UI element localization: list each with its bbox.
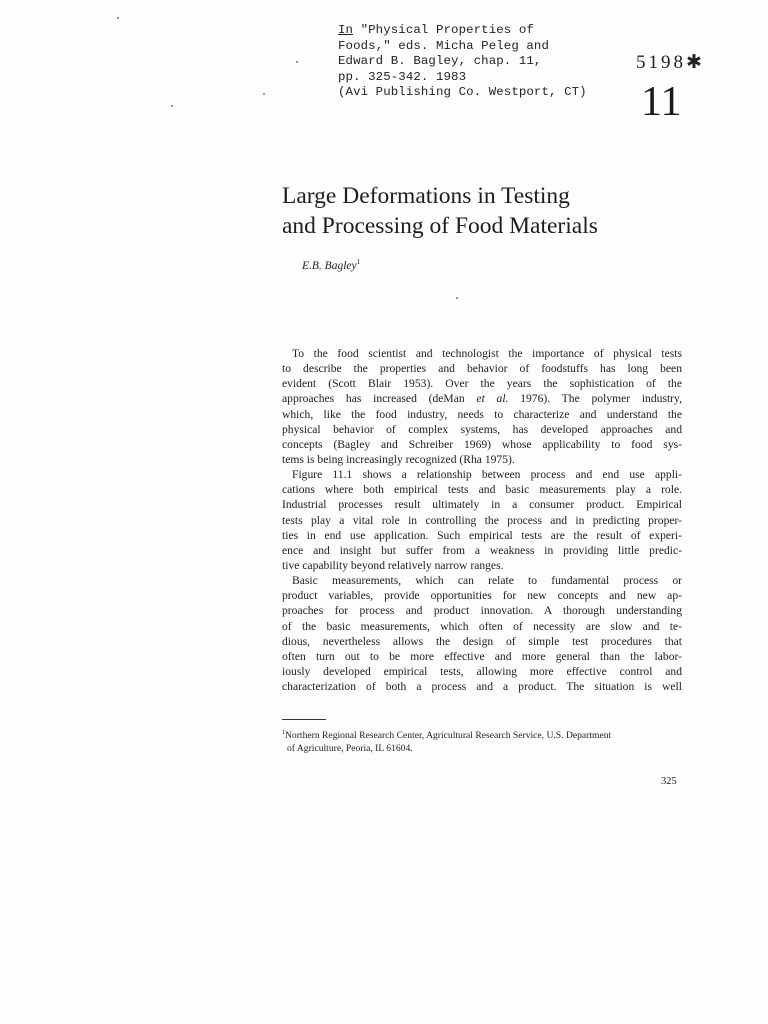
body-line: tive capability beyond relatively narrow ranges.: [282, 558, 504, 572]
body-line: of the basic measurements, which often of necessity are slow and te-: [282, 619, 682, 633]
body-line: proaches for process and product innovation. A thorough understanding: [282, 604, 682, 618]
scan-speck: [296, 61, 298, 63]
body-line: characterization of both a process and a product. The situation is well: [282, 680, 682, 694]
author-byline: [302, 258, 360, 272]
body-line: ties in end use application. Such empirical tests are the result of experi-: [282, 528, 682, 542]
body-line: to describe the properties and behavior of foodstuffs has long been: [282, 362, 682, 376]
body-line: Basic measurements, which can relate to fundamental process or: [292, 574, 682, 588]
author-footnote-mark: 1: [356, 258, 361, 266]
scan-speck: [263, 93, 265, 95]
body-line: Figure 11.1 shows a relationship between process and end use appli-: [292, 468, 682, 482]
citation-block: [338, 23, 598, 101]
body-line: cations where both empirical tests and basic measurements play a role.: [282, 483, 682, 497]
scan-speck: [456, 297, 458, 299]
handwritten-number: 5198✱: [636, 52, 705, 73]
body-line: iously developed empirical tests, allowing more effective control and: [282, 664, 682, 678]
citation-line: Edward B. Bagley, chap. 11,: [338, 54, 542, 69]
footnote-mark: 1: [282, 730, 285, 736]
body-line: dious, nevertheless allows the design of simple test procedures that: [282, 634, 682, 648]
citation-line: In "Physical Properties of: [338, 23, 534, 37]
body-text: [282, 346, 682, 694]
title-line-1: Large Deformations in Testing: [282, 183, 570, 209]
body-line: Industrial processes result ultimately in a consumer product. Empirical: [282, 498, 682, 512]
title-line-2: and Processing of Food Materials: [282, 213, 598, 239]
chapter-title: [282, 181, 702, 241]
chapter-number: 11: [641, 79, 682, 125]
body-line: approaches has increased (deMan et al. 1976). The polymer industry,: [282, 392, 682, 406]
body-line: which, like the food industry, needs to characterize and understand the: [282, 407, 682, 421]
body-line: ence and insight but suffer from a weakness in providing little predic-: [282, 543, 682, 557]
citation-line: (Avi Publishing Co. Westport, CT): [338, 85, 587, 100]
body-line: evident (Scott Blair 1953). Over the years the sophistication of the: [282, 377, 682, 391]
citation-line: Foods," eds. Micha Peleg and: [338, 38, 549, 53]
footnote-line: $^1$Northern Regional Research Center, Agricultural Research Service, U.S. Department: [282, 730, 612, 742]
footnote-rule: [282, 719, 326, 720]
page-number: 325: [661, 776, 677, 787]
citation-in: In: [338, 23, 354, 37]
body-line: To the food scientist and technologist the importance of physical tests: [292, 347, 682, 360]
citation-line: pp. 325-342. 1983: [338, 69, 467, 84]
body-line: often turn out to be more effective and more general than the labor-: [282, 649, 682, 663]
body-line: tests play a vital role in controlling the process and in predicting proper-: [282, 513, 682, 527]
body-line: product variables, provide opportunities for new concepts and new ap-: [282, 589, 682, 603]
body-line: tems is being increasingly recognized (Rha 1975).: [282, 452, 515, 466]
footnote: [282, 727, 682, 755]
author-name: E.B. Bagley: [302, 259, 357, 272]
italic-et-al: et al.: [476, 392, 509, 406]
footnote-line: of Agriculture, Peoria, IL 61604.: [287, 743, 413, 755]
body-line: physical behavior of complex systems, has developed approaches and: [282, 422, 682, 436]
body-line: concepts (Bagley and Schreiber 1969) whose applicability to food sys-: [282, 437, 682, 451]
scan-speck: [117, 17, 119, 19]
scan-speck: [171, 105, 173, 107]
